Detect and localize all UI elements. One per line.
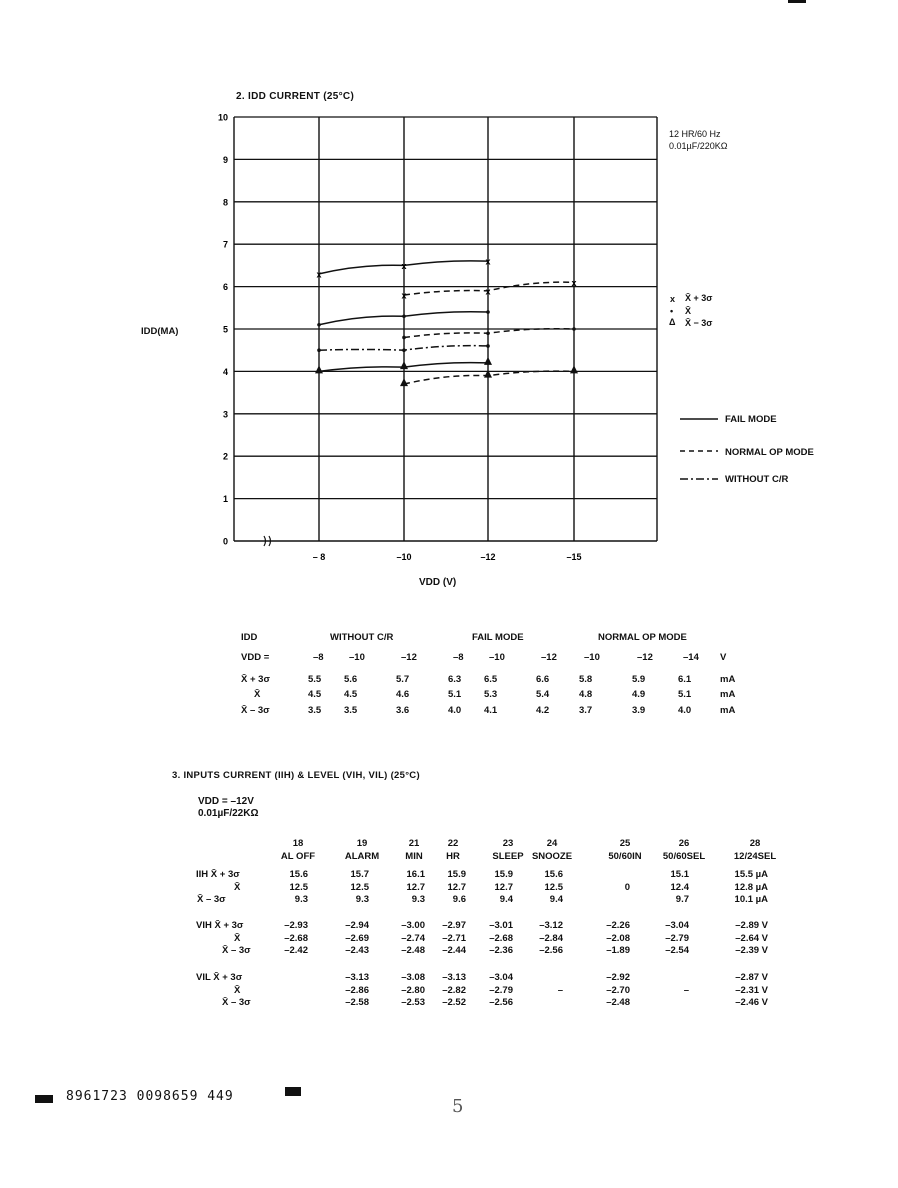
inputs-cell: –2.86: [345, 984, 369, 996]
mode-legend-normal: NORMAL OP MODE: [725, 447, 814, 458]
inputs-col-name: SNOOZE: [531, 851, 573, 862]
inputs-cell: –3.01: [489, 920, 513, 931]
idd-table-row-label: X̄ + 3σ: [241, 674, 270, 685]
inputs-col-number: 26: [678, 838, 690, 849]
idd-table-cell: 4.5: [344, 689, 358, 700]
inputs-cell: –3.04: [665, 920, 689, 931]
stat-legend-label-1: X̄ + 3σ: [685, 293, 713, 303]
idd-table-row-label: X̄: [254, 689, 261, 700]
inputs-cell: 12.7: [447, 881, 466, 893]
stat-legend-symbol-3: Δ: [669, 317, 676, 327]
y-tick-label: 0: [222, 536, 228, 547]
footer-bar-left: [35, 1095, 53, 1103]
inputs-col-name: 50/60IN: [608, 851, 642, 862]
inputs-cell: –2.48: [401, 945, 425, 956]
idd-table-vdd-value: –12: [541, 652, 557, 663]
idd-table-row-label: X̄ – 3σ: [241, 705, 270, 716]
inputs-cell: –2.68: [284, 932, 308, 944]
y-tick-label: 6: [222, 282, 228, 293]
idd-table-vdd-value: –8: [313, 652, 324, 663]
idd-table-cell: mA: [720, 674, 736, 685]
y-tick-label: 9: [222, 154, 228, 165]
idd-table-cell: 6.3: [448, 674, 462, 685]
inputs-col-number: 28: [749, 838, 761, 849]
idd-table-cell: 3.7: [579, 705, 593, 716]
inputs-cell: –2.82: [442, 984, 466, 996]
inputs-cell: 15.6: [544, 869, 563, 880]
inputs-cell: –2.53: [401, 997, 425, 1008]
inputs-col-name: HR: [446, 851, 460, 862]
idd-table-vdd-value: –10: [584, 652, 600, 663]
inputs-cell: –3.13: [442, 972, 466, 983]
x-tick-label: – 8: [312, 552, 326, 562]
point-marker-x: x: [485, 256, 491, 267]
y-tick-label: 7: [222, 239, 228, 250]
idd-table-cell: mA: [720, 689, 736, 700]
idd-table-cell: 4.0: [448, 705, 462, 716]
section3-cond-vdd: VDD = –12V: [198, 796, 254, 807]
section2-title: 2. IDD CURRENT (25°C): [236, 91, 355, 102]
inputs-row-label: VIH X̄ + 3σ: [196, 920, 244, 931]
inputs-cell: 9.4: [549, 894, 563, 905]
idd-table-cell: 3.5: [308, 705, 322, 716]
y-tick-label: 5: [222, 324, 228, 335]
inputs-cell: –2.36: [489, 945, 513, 956]
inputs-cell: –2.64 V: [735, 932, 768, 944]
y-tick-label: 1: [222, 494, 228, 505]
inputs-col-number: 21: [408, 838, 420, 849]
inputs-col-name: 50/60SEL: [662, 851, 706, 862]
inputs-cell: 9.3: [355, 894, 369, 905]
stat-legend-label-3: X̄ − 3σ: [685, 318, 713, 328]
inputs-cell: 12.5: [544, 881, 563, 893]
inputs-cell: –2.93: [284, 920, 308, 931]
inputs-col-name: ALARM: [344, 851, 380, 862]
inputs-col-name: SLEEP: [492, 851, 524, 862]
point-marker-x: x: [571, 277, 577, 288]
inputs-col-number: 18: [292, 838, 304, 849]
stat-legend-symbol-1: x: [670, 294, 676, 304]
idd-table-cell: 5.6: [344, 674, 358, 685]
point-marker-x: x: [401, 290, 407, 301]
idd-table-cell: 5.8: [579, 674, 593, 685]
chart-condition-2: 0.01µF/220KΩ: [669, 141, 728, 151]
idd-table-cell: 6.5: [484, 674, 498, 685]
idd-table-cell: 4.0: [678, 705, 692, 716]
inputs-cell: –3.04: [489, 972, 513, 983]
inputs-cell: –2.74: [401, 932, 425, 944]
section3-title: 3. INPUTS CURRENT (IIH) & LEVEL (VIH, VIL) (25°C): [172, 770, 420, 781]
inputs-cell: 15.9: [447, 869, 466, 880]
inputs-cell: –2.69: [345, 932, 369, 944]
y-tick-label: 10: [217, 112, 228, 123]
inputs-cell: 9.3: [411, 894, 425, 905]
inputs-col-number: 23: [502, 838, 514, 849]
idd-table-group-header: NORMAL OP MODE: [598, 632, 687, 643]
idd-table-vdd-value: –12: [401, 652, 417, 663]
idd-table-vdd-value: V: [720, 652, 727, 663]
idd-table-cell: 4.5: [308, 689, 322, 700]
x-tick-label: –12: [480, 552, 496, 562]
inputs-col-name: AL OFF: [280, 851, 316, 862]
chart-ylabel: IDD(MA): [141, 326, 179, 337]
idd-table-cell: 4.9: [632, 689, 646, 700]
idd-table-cell: 6.1: [678, 674, 692, 685]
inputs-cell: –2.70: [606, 984, 630, 996]
idd-table-group-header: FAIL MODE: [472, 632, 524, 643]
inputs-cell: 12.5: [350, 881, 369, 893]
y-tick-label: 8: [222, 197, 228, 208]
y-tick-label: 3: [222, 409, 228, 420]
inputs-cell: 15.9: [494, 869, 513, 880]
inputs-col-number: 24: [546, 838, 558, 849]
inputs-cell: –2.94: [345, 920, 369, 931]
inputs-row-label: VIL X̄ + 3σ: [196, 972, 243, 983]
x-tick-label: –10: [396, 552, 412, 562]
inputs-cell: –2.79: [489, 984, 513, 996]
inputs-row-label: X̄: [234, 881, 241, 893]
inputs-col-number: 22: [447, 838, 459, 849]
idd-table-cell: 5.5: [308, 674, 322, 685]
inputs-cell: –3.08: [401, 972, 425, 983]
inputs-cell: –2.42: [284, 945, 308, 956]
idd-table-cell: 5.7: [396, 674, 410, 685]
idd-table-cell: 5.1: [678, 689, 692, 700]
inputs-cell: –2.68: [489, 932, 513, 944]
inputs-cell: –2.39 V: [735, 945, 768, 956]
footer-code: 8961723 0098659 449: [66, 1089, 234, 1104]
idd-table-label: IDD: [241, 632, 258, 643]
idd-table-cell: 4.8: [579, 689, 593, 700]
inputs-cell: –2.71: [442, 932, 466, 944]
inputs-cell: 16.1: [406, 869, 425, 880]
point-marker-x: x: [401, 260, 407, 271]
idd-table-cell: 5.4: [536, 689, 550, 700]
idd-table-cell: 5.9: [632, 674, 646, 685]
inputs-cell: 9.4: [499, 894, 513, 905]
chart-xlabel: VDD (V): [419, 577, 457, 588]
inputs-cell: 15.1: [670, 869, 689, 880]
inputs-cell: –2.43: [345, 945, 369, 956]
idd-table-cell: 4.1: [484, 705, 498, 716]
idd-table-vdd-value: –8: [453, 652, 464, 663]
top-right-mark: [788, 0, 806, 3]
inputs-cell: –2.56: [489, 997, 513, 1008]
inputs-row-label: X̄ – 3σ: [222, 997, 251, 1008]
idd-table-cell: 3.9: [632, 705, 646, 716]
inputs-cell: –2.58: [345, 997, 369, 1008]
inputs-cell: 9.3: [294, 894, 308, 905]
idd-table-cell: 3.6: [396, 705, 410, 716]
inputs-cell: –2.89 V: [735, 920, 768, 931]
inputs-cell: –2.52: [442, 997, 466, 1008]
inputs-cell: 9.6: [452, 894, 466, 905]
inputs-cell: –2.08: [606, 932, 630, 944]
idd-table-vdd-value: –10: [489, 652, 505, 663]
idd-table-vdd-label: VDD =: [241, 652, 270, 663]
inputs-cell: –3.00: [401, 920, 425, 931]
inputs-cell: 12.7: [494, 881, 513, 893]
mode-legend-fail: FAIL MODE: [725, 414, 777, 425]
y-tick-label: 2: [222, 451, 228, 462]
x-tick-label: –15: [566, 552, 582, 562]
inputs-col-name: 12/24SEL: [733, 851, 777, 862]
footer-bar-right: [285, 1087, 301, 1096]
idd-table-cell: 3.5: [344, 705, 358, 716]
inputs-col-name: MIN: [405, 851, 423, 862]
idd-table-vdd-value: –12: [637, 652, 653, 663]
inputs-cell: 15.5 µA: [734, 869, 768, 880]
inputs-cell: 12.5: [289, 881, 308, 893]
inputs-cell: 12.8 µA: [734, 881, 768, 893]
stat-legend-label-2: X̄: [685, 306, 692, 316]
idd-table-cell: 6.6: [536, 674, 550, 685]
inputs-cell: –2.54: [665, 945, 689, 956]
mode-legend-without: WITHOUT C/R: [725, 474, 789, 485]
inputs-cell: 0: [624, 881, 630, 893]
inputs-row-label: X̄: [234, 984, 241, 996]
inputs-row-label: X̄: [234, 932, 241, 944]
inputs-cell: 9.7: [675, 894, 689, 905]
idd-table-vdd-value: –10: [349, 652, 365, 663]
inputs-cell: –1.89: [606, 945, 630, 956]
inputs-cell: 15.7: [350, 869, 369, 880]
inputs-cell: –2.48: [606, 997, 630, 1008]
point-marker-x: x: [316, 269, 322, 280]
inputs-cell: 12.4: [670, 881, 689, 893]
inputs-cell: –2.79: [665, 932, 689, 944]
inputs-cell: –2.56: [539, 945, 563, 956]
point-marker-x: x: [485, 286, 491, 297]
inputs-cell: –2.46 V: [735, 997, 768, 1008]
page-number: 5: [452, 1096, 464, 1117]
idd-table-cell: 5.3: [484, 689, 498, 700]
idd-table-group-header: WITHOUT C/R: [330, 632, 394, 643]
inputs-cell: 12.7: [406, 881, 425, 893]
inputs-cell: –2.97: [442, 920, 466, 931]
inputs-cell: –: [683, 984, 689, 996]
stat-legend-symbol-2: •: [670, 306, 674, 316]
y-tick-label: 4: [222, 366, 228, 377]
idd-table-cell: 4.6: [396, 689, 410, 700]
inputs-cell: –2.84: [539, 932, 563, 944]
idd-table-cell: 4.2: [536, 705, 550, 716]
inputs-cell: –2.44: [442, 945, 466, 956]
inputs-col-number: 19: [356, 838, 368, 849]
inputs-cell: –2.26: [606, 920, 630, 931]
inputs-cell: –2.92: [606, 972, 630, 983]
inputs-row-label: X̄ – 3σ: [222, 945, 251, 956]
inputs-row-label: IIH X̄ + 3σ: [196, 869, 240, 880]
inputs-cell: –: [557, 984, 563, 996]
inputs-cell: 15.6: [289, 869, 308, 880]
inputs-cell: 10.1 µA: [734, 894, 768, 905]
idd-table-vdd-value: –14: [683, 652, 699, 663]
inputs-cell: –3.13: [345, 972, 369, 983]
inputs-row-label: X̄ – 3σ: [197, 894, 226, 905]
inputs-col-number: 25: [619, 838, 631, 849]
chart-condition-1: 12 HR/60 Hz: [669, 129, 721, 139]
idd-table-cell: mA: [720, 705, 736, 716]
inputs-cell: –2.80: [401, 984, 425, 996]
inputs-cell: –2.31 V: [735, 984, 768, 996]
section3-cond-rc: 0.01µF/22KΩ: [198, 808, 259, 819]
idd-table-cell: 5.1: [448, 689, 462, 700]
inputs-cell: –3.12: [539, 920, 563, 931]
inputs-cell: –2.87 V: [735, 972, 768, 983]
